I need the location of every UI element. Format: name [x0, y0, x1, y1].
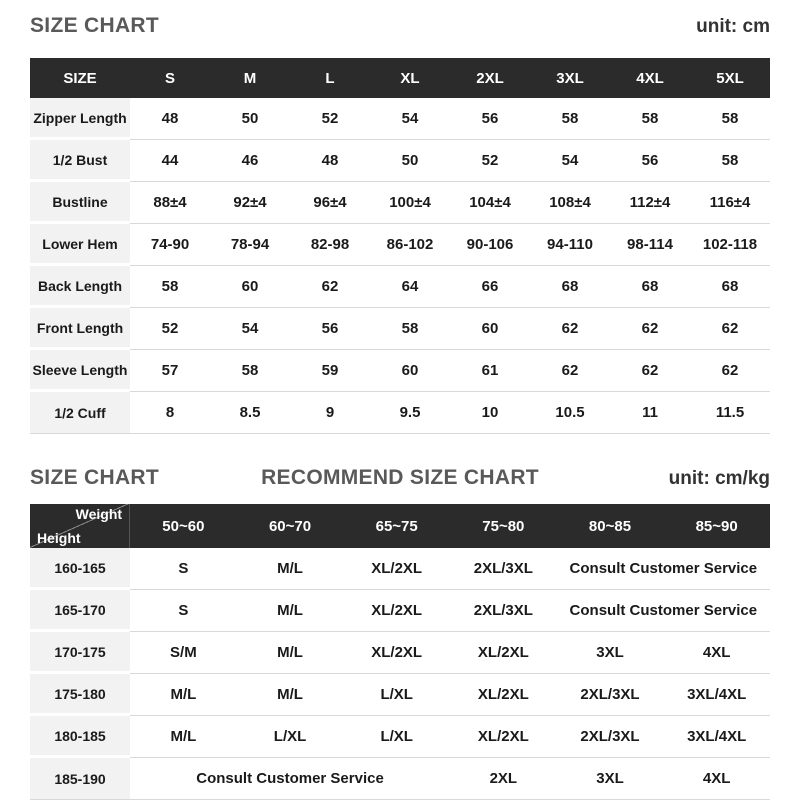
value-cell: 62 — [690, 308, 770, 350]
height-row-label: 170-175 — [30, 632, 130, 674]
value-cell: 60 — [210, 266, 290, 308]
size-col-header: XL — [370, 58, 450, 98]
section1-title-row — [30, 14, 770, 42]
value-cell: 9 — [290, 392, 370, 434]
recommend-size-cell: 2XL/3XL — [557, 716, 664, 758]
weight-height-corner-cell — [30, 504, 130, 548]
table-row — [30, 632, 770, 674]
value-cell: 59 — [290, 350, 370, 392]
value-cell: 62 — [530, 308, 610, 350]
value-cell: 44 — [130, 140, 210, 182]
height-row-label: 160-165 — [30, 548, 130, 590]
table-row — [30, 266, 770, 308]
recommend-size-cell: 2XL/3XL — [557, 674, 664, 716]
recommend-size-cell: S/M — [130, 632, 237, 674]
section2-unit-label: unit: cm/kg — [668, 468, 770, 489]
table-row — [30, 98, 770, 140]
recommend-size-cell: 4XL — [663, 758, 770, 800]
value-cell: 116±4 — [690, 182, 770, 224]
section1-title: SIZE CHART — [30, 14, 159, 37]
recommend-size-cell: M/L — [237, 632, 344, 674]
size-col-header: M — [210, 58, 290, 98]
recommend-size-cell: 2XL/3XL — [450, 590, 557, 632]
recommend-size-cell: 3XL/4XL — [663, 674, 770, 716]
height-row-label: 185-190 — [30, 758, 130, 800]
value-cell: 50 — [370, 140, 450, 182]
value-cell: 92±4 — [210, 182, 290, 224]
value-cell: 64 — [370, 266, 450, 308]
value-cell: 54 — [530, 140, 610, 182]
row-label: 1/2 Bust — [30, 140, 130, 182]
recommend-size-cell: M/L — [237, 674, 344, 716]
value-cell: 104±4 — [450, 182, 530, 224]
recommend-size-cell: S — [130, 548, 237, 590]
value-cell: 82-98 — [290, 224, 370, 266]
section-recommend-size-chart — [30, 466, 770, 800]
value-cell: 9.5 — [370, 392, 450, 434]
size-col-header: 2XL — [450, 58, 530, 98]
value-cell: 52 — [450, 140, 530, 182]
size-header-row — [30, 58, 770, 98]
recommend-size-cell: M/L — [130, 716, 237, 758]
recommend-size-cell: 2XL/3XL — [450, 548, 557, 590]
recommend-size-table — [30, 504, 770, 800]
value-cell: 112±4 — [610, 182, 690, 224]
table-row — [30, 182, 770, 224]
value-cell: 56 — [450, 98, 530, 140]
value-cell: 90-106 — [450, 224, 530, 266]
height-row-label: 165-170 — [30, 590, 130, 632]
value-cell: 58 — [370, 308, 450, 350]
value-cell: 100±4 — [370, 182, 450, 224]
row-label: Zipper Length — [30, 98, 130, 140]
value-cell: 56 — [610, 140, 690, 182]
value-cell: 11 — [610, 392, 690, 434]
table-row — [30, 140, 770, 182]
height-label: Height — [37, 530, 81, 546]
value-cell: 96±4 — [290, 182, 370, 224]
value-cell: 108±4 — [530, 182, 610, 224]
value-cell: 54 — [210, 308, 290, 350]
table-row — [30, 758, 770, 800]
section1-unit-label: unit: cm — [696, 16, 770, 37]
section2-subtitle: RECOMMEND SIZE CHART — [261, 466, 539, 489]
recommend-size-cell: M/L — [237, 590, 344, 632]
recommend-size-cell: XL/2XL — [450, 716, 557, 758]
size-chart-table — [30, 58, 770, 434]
height-row-label: 175-180 — [30, 674, 130, 716]
value-cell: 94-110 — [530, 224, 610, 266]
value-cell: 52 — [130, 308, 210, 350]
value-cell: 86-102 — [370, 224, 450, 266]
value-cell: 58 — [130, 266, 210, 308]
table-row — [30, 548, 770, 590]
value-cell: 50 — [210, 98, 290, 140]
value-cell: 11.5 — [690, 392, 770, 434]
row-label: Back Length — [30, 266, 130, 308]
value-cell: 48 — [130, 98, 210, 140]
recommend-size-cell: M/L — [130, 674, 237, 716]
value-cell: 68 — [610, 266, 690, 308]
recommend-size-cell: XL/2XL — [343, 548, 450, 590]
value-cell: 54 — [370, 98, 450, 140]
weight-col-header: 60~70 — [237, 504, 344, 548]
recommend-size-cell: 2XL — [450, 758, 557, 800]
recommend-header-row — [30, 504, 770, 548]
recommend-size-cell: M/L — [237, 548, 344, 590]
value-cell: 88±4 — [130, 182, 210, 224]
value-cell: 68 — [530, 266, 610, 308]
size-corner-header: SIZE — [30, 58, 130, 98]
value-cell: 48 — [290, 140, 370, 182]
section2-title: SIZE CHART — [30, 466, 159, 489]
value-cell: 58 — [690, 98, 770, 140]
size-col-header: 5XL — [690, 58, 770, 98]
table-row — [30, 674, 770, 716]
recommend-size-cell: Consult Customer Service — [130, 758, 450, 800]
weight-col-header: 75~80 — [450, 504, 557, 548]
value-cell: 56 — [290, 308, 370, 350]
recommend-size-cell: 3XL — [557, 758, 664, 800]
value-cell: 60 — [450, 308, 530, 350]
value-cell: 58 — [610, 98, 690, 140]
value-cell: 62 — [610, 350, 690, 392]
recommend-size-cell: S — [130, 590, 237, 632]
value-cell: 58 — [530, 98, 610, 140]
row-label: Sleeve Length — [30, 350, 130, 392]
value-cell: 52 — [290, 98, 370, 140]
weight-col-header: 50~60 — [130, 504, 237, 548]
weight-col-header: 65~75 — [343, 504, 450, 548]
weight-col-header: 80~85 — [557, 504, 664, 548]
recommend-size-cell: XL/2XL — [450, 674, 557, 716]
table-row — [30, 308, 770, 350]
recommend-size-cell: 3XL — [557, 632, 664, 674]
section2-title-row — [30, 466, 770, 494]
recommend-size-cell: XL/2XL — [450, 632, 557, 674]
recommend-size-cell: XL/2XL — [343, 590, 450, 632]
section-size-chart-cm — [30, 14, 770, 434]
recommend-size-cell: Consult Customer Service — [557, 590, 770, 632]
weight-label: Weight — [75, 506, 123, 522]
recommend-size-cell: 3XL/4XL — [663, 716, 770, 758]
recommend-size-cell: L/XL — [237, 716, 344, 758]
row-label: 1/2 Cuff — [30, 392, 130, 434]
value-cell: 10.5 — [530, 392, 610, 434]
value-cell: 62 — [530, 350, 610, 392]
table-row — [30, 224, 770, 266]
table-row — [30, 590, 770, 632]
table-row — [30, 350, 770, 392]
height-row-label: 180-185 — [30, 716, 130, 758]
value-cell: 78-94 — [210, 224, 290, 266]
row-label: Bustline — [30, 182, 130, 224]
value-cell: 8 — [130, 392, 210, 434]
table-row — [30, 716, 770, 758]
value-cell: 60 — [370, 350, 450, 392]
value-cell: 61 — [450, 350, 530, 392]
value-cell: 8.5 — [210, 392, 290, 434]
value-cell: 58 — [210, 350, 290, 392]
table-row — [30, 392, 770, 434]
recommend-size-cell: L/XL — [343, 716, 450, 758]
size-col-header: 3XL — [530, 58, 610, 98]
recommend-size-cell: XL/2XL — [343, 632, 450, 674]
size-col-header: L — [290, 58, 370, 98]
value-cell: 46 — [210, 140, 290, 182]
value-cell: 62 — [690, 350, 770, 392]
value-cell: 57 — [130, 350, 210, 392]
size-col-header: S — [130, 58, 210, 98]
value-cell: 58 — [690, 140, 770, 182]
row-label: Lower Hem — [30, 224, 130, 266]
value-cell: 98-114 — [610, 224, 690, 266]
size-col-header: 4XL — [610, 58, 690, 98]
value-cell: 62 — [610, 308, 690, 350]
value-cell: 102-118 — [690, 224, 770, 266]
value-cell: 68 — [690, 266, 770, 308]
weight-col-header: 85~90 — [663, 504, 770, 548]
value-cell: 74-90 — [130, 224, 210, 266]
recommend-size-cell: L/XL — [343, 674, 450, 716]
value-cell: 10 — [450, 392, 530, 434]
value-cell: 62 — [290, 266, 370, 308]
value-cell: 66 — [450, 266, 530, 308]
recommend-size-cell: Consult Customer Service — [557, 548, 770, 590]
row-label: Front Length — [30, 308, 130, 350]
recommend-size-cell: 4XL — [663, 632, 770, 674]
